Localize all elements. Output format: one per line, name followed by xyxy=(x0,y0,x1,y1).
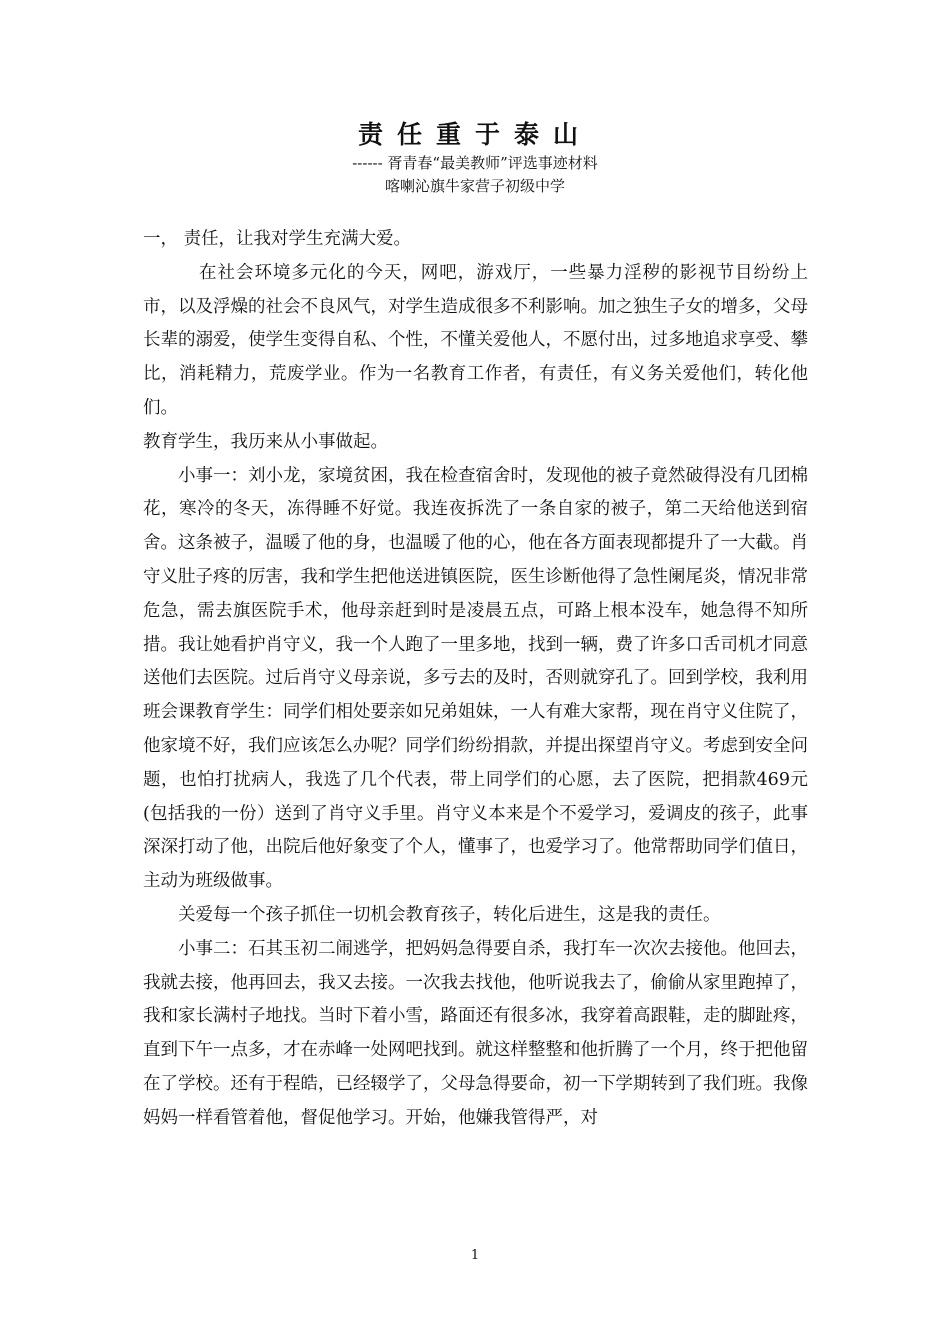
document-body xyxy=(143,223,808,1136)
document-title: 责任重于泰山 xyxy=(357,120,592,149)
paragraph: 小事一：刘小龙，家境贫困，我在检查宿舍时，发现他的被子竟然破得没有几团棉花，寒冷的冬天，冻得睡不好觉。我连夜拆洗了一条自家的被子，第二天给他送到宿舍。这条被子，温暖了他的身，也温暖了他的心，他在各方面表现都提升了一大截。肖守义肚子疼的厉害，我和学生把他送进镇医院，医生诊断他得了急性阑尾炎，情况非常危急，需去旗医院手术，他母亲赶到时是凌晨五点，可路上根本没车，她急得不知所措。我让她看护肖守义，我一个人跑了一里多地，找到一辆，费了许多口舌司机才同意送他们去医院。过后肖守义母亲说，多亏去的及时，否则就穿孔了。回到学校，我利用班会课教育学生：同学们相处要亲如兄弟姐妹，一人有难大家帮，现在肖守义住院了，他家境不好，我们应该怎么办呢？同学们纷纷捐款，并提出探望肖守义。考虑到安全问题，也怕打扰病人，我选了几个代表，带上同学们的心愿，去了医院，把捐款469元(包括我的一份）送到了肖守义手里。肖守义本来是个不爱学习，爱调皮的孩子，此事深深打动了他，出院后他好象变了个人，懂事了，也爱学习了。他常帮助同学们值日，主动为班级做事。 xyxy=(143,465,808,892)
paragraph: 在社会环境多元化的今天，网吧，游戏厅，一些暴力淫秽的影视节目纷纷上市，以及浮燥的社会不良风气，对学生造成很多不利影响。加之独生子女的增多，父母长辈的溺爱，使学生变得自私、个性，不懂关爱他人，不愿付出，过多地追求享受、攀比，消耗精力，荒废学业。作为一名教育工作者，有责任，有义务关爱他们，转化他们。 xyxy=(143,262,808,418)
school-name: 喀喇沁旗牛家营子初级中学 xyxy=(384,177,565,195)
section-heading: 一， 责任，让我对学生充满大爱。 xyxy=(143,229,412,249)
page-number: 1 xyxy=(470,1248,480,1263)
paragraph: 教育学生，我历来从小事做起。 xyxy=(143,431,388,452)
paragraph: 小事二：石其玉初二闹逃学，把妈妈急得要自杀，我打车一次次去接他。他回去，我就去接，他再回去，我又去接。一次我去找他，他听说我去了，偷偷从家里跑掉了，我和家长满村子地找。当时下着小雪，路面还有很多冰，我穿着高跟鞋，走的脚趾疼，直到下午一点多，才在赤峰一处网吧找到。就这样整整和他折腾了一个月，终于把他留在了学校。还有于程皓，已经辍学了，父母急得要命，初一下学期转到了我们班。我像妈妈一样看管着他，督促他学习。开始，他嫌我管得严，对 xyxy=(143,938,808,1128)
document-subtitle: ------ 胥青春“最美教师”评选事迹材料 xyxy=(352,154,598,172)
paragraph: 关爱每一个孩子抓住一切机会教育孩子，转化后进生，这是我的责任。 xyxy=(178,904,721,925)
